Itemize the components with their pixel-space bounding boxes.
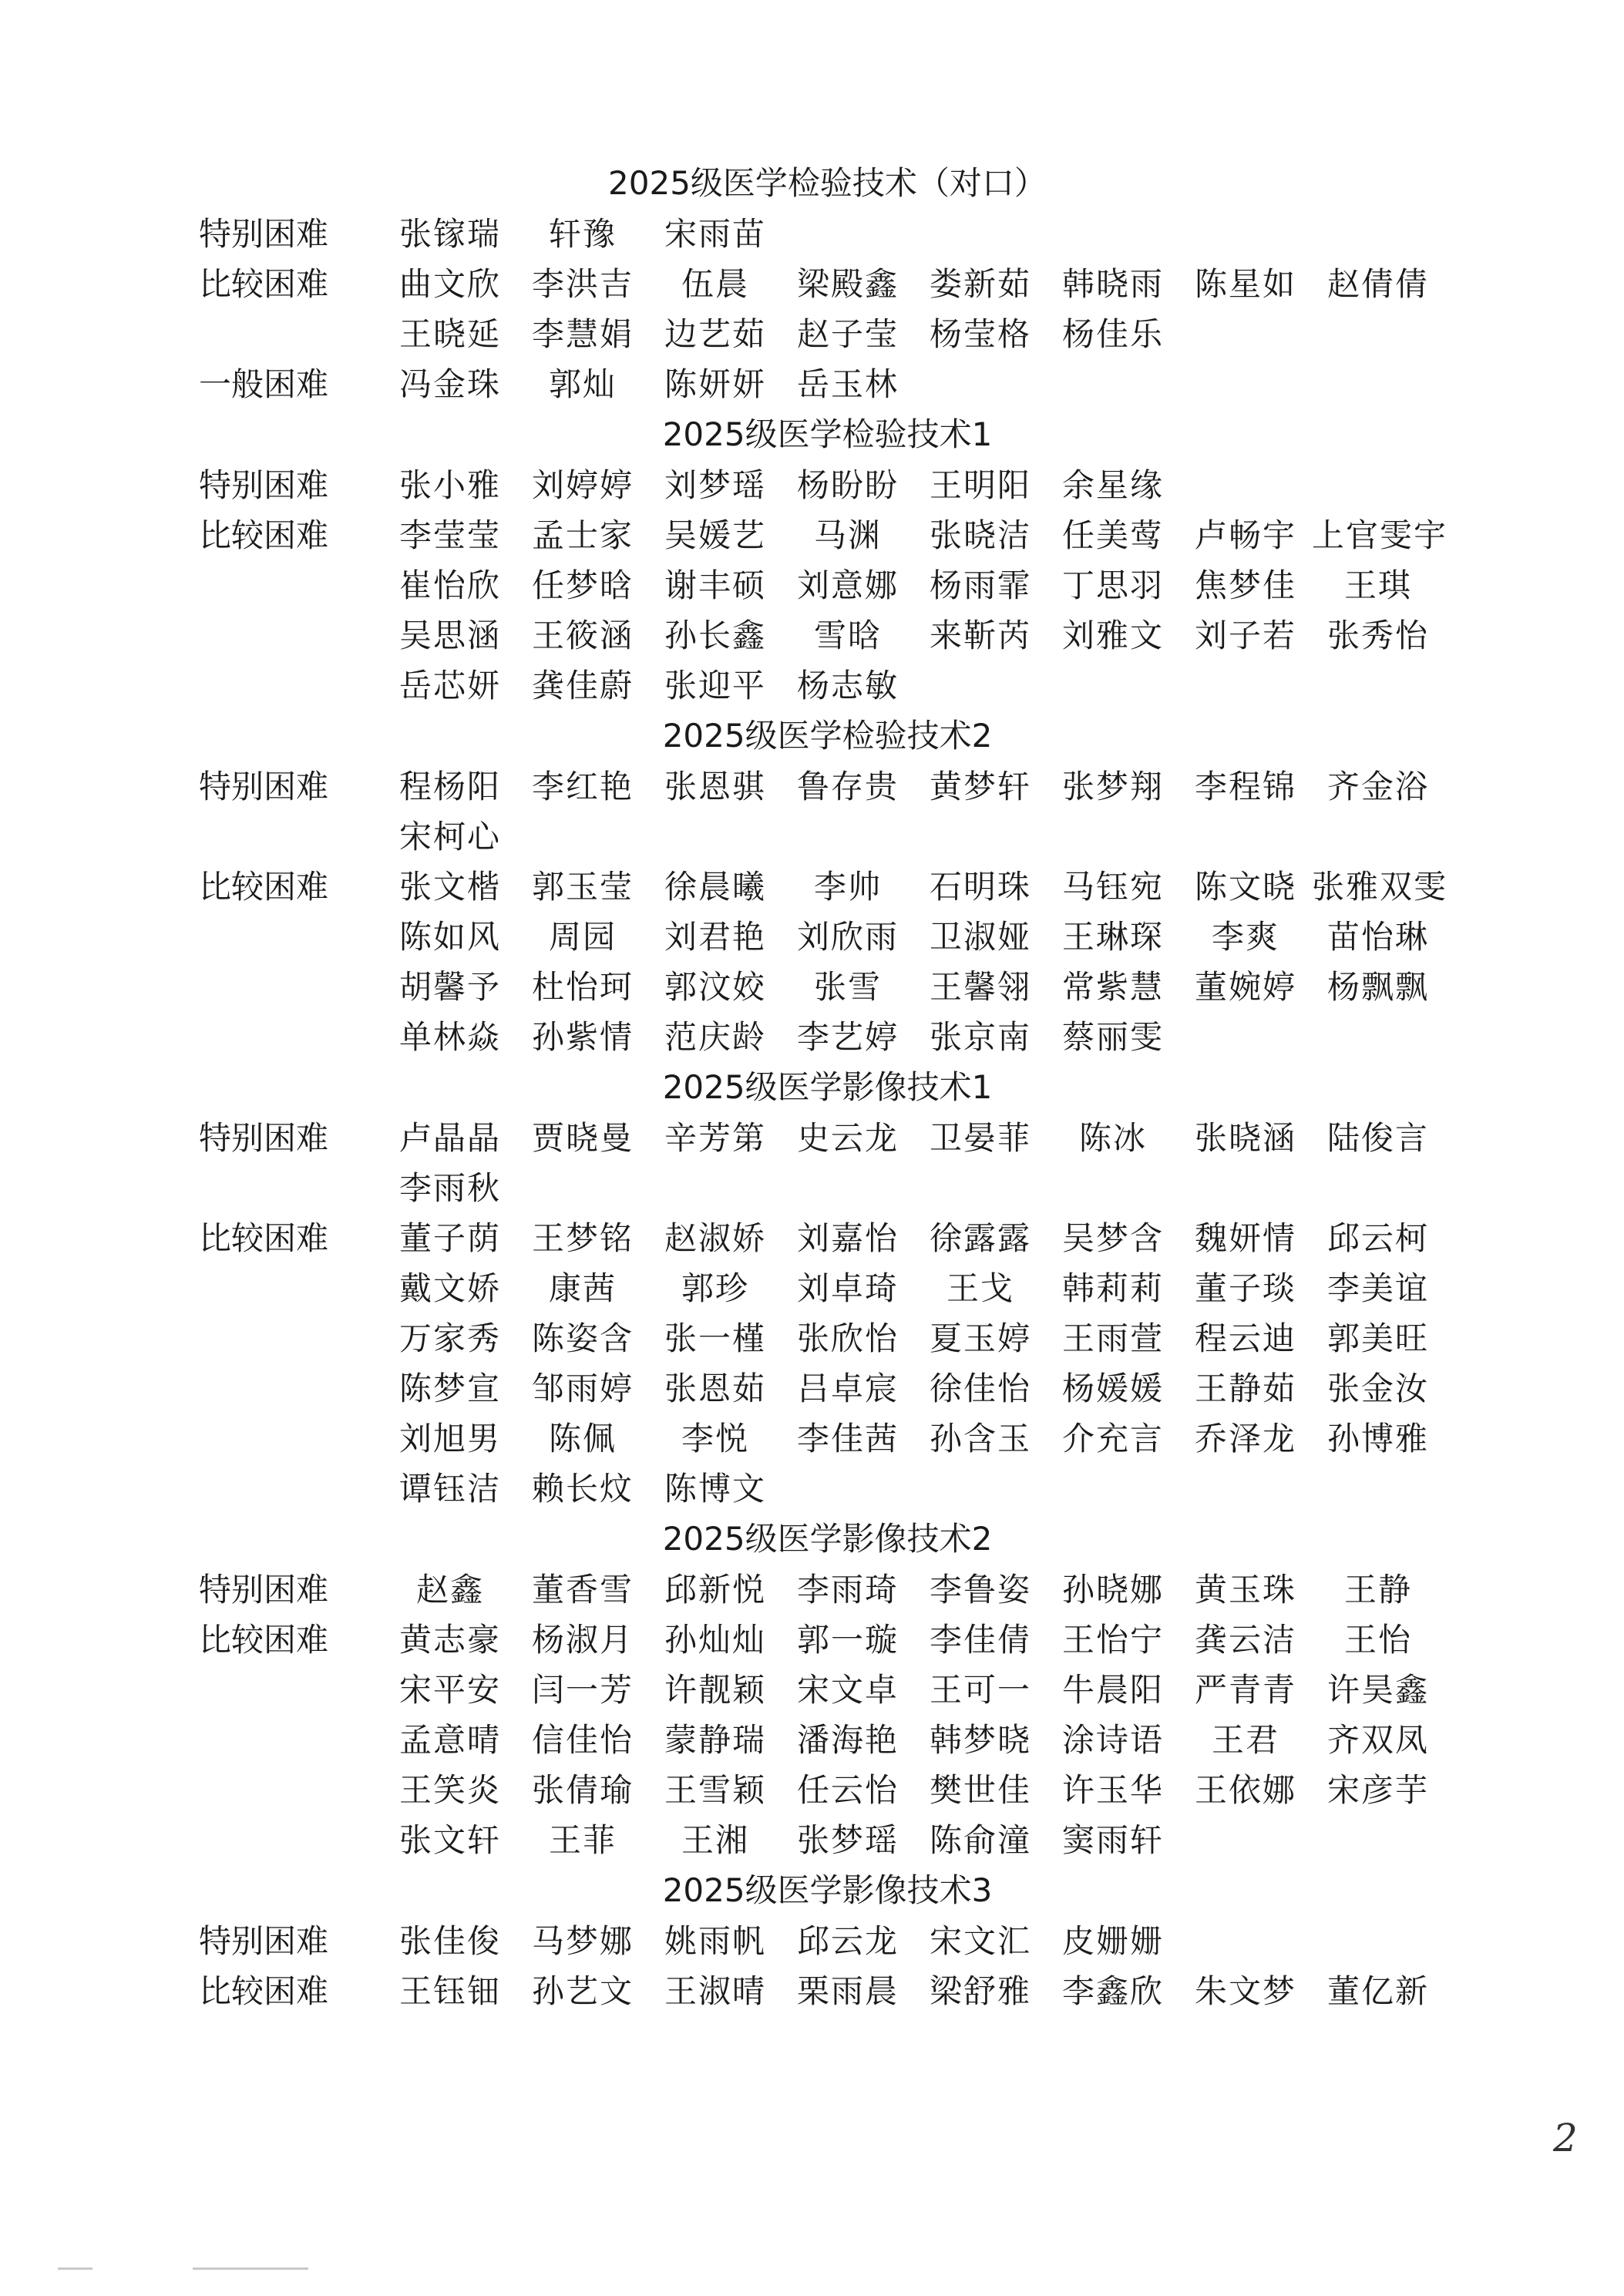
name-list xyxy=(384,1163,1478,1213)
student-name: 张文轩 xyxy=(398,1821,501,1859)
scan-artifact-mark xyxy=(193,2267,308,2270)
name-list xyxy=(384,1213,1478,1263)
category-label: 特别困难 xyxy=(199,1119,329,1157)
student-name: 杨淑月 xyxy=(531,1621,634,1659)
student-name: 宋柯心 xyxy=(398,818,501,856)
student-name: 轩豫 xyxy=(548,215,617,253)
student-name: 张秀怡 xyxy=(1326,617,1429,654)
name-row xyxy=(0,359,1624,409)
section-heading: 2025级医学影像技术3 xyxy=(662,1871,993,1909)
name-list xyxy=(384,460,1478,510)
student-name: 王戈 xyxy=(946,1269,1014,1307)
name-list xyxy=(384,1765,1478,1815)
student-name: 李雨秋 xyxy=(398,1169,501,1207)
category-label: 比较困难 xyxy=(199,265,329,303)
student-name: 王菲 xyxy=(548,1821,617,1859)
student-name: 陈星如 xyxy=(1194,265,1296,303)
student-name: 董子琰 xyxy=(1194,1269,1296,1307)
student-name: 孙艺文 xyxy=(531,1972,634,2010)
name-row xyxy=(0,610,1624,661)
name-row xyxy=(0,1363,1624,1414)
student-name: 王可一 xyxy=(929,1671,1031,1709)
student-name: 卫淑娅 xyxy=(929,918,1031,956)
student-name: 张京南 xyxy=(929,1018,1031,1056)
student-name: 刘君艳 xyxy=(664,918,766,956)
student-name: 张佳俊 xyxy=(398,1922,501,1960)
student-name: 孟意晴 xyxy=(398,1721,501,1759)
student-name: 李帅 xyxy=(813,868,882,906)
student-name: 宋文汇 xyxy=(929,1922,1031,1960)
student-name: 龚佳蔚 xyxy=(531,667,634,704)
student-name: 陈如风 xyxy=(398,918,501,956)
student-name: 王晓延 xyxy=(398,315,501,353)
student-name: 黄志豪 xyxy=(398,1621,501,1659)
student-name: 史云龙 xyxy=(796,1119,899,1157)
student-name: 李美谊 xyxy=(1326,1269,1429,1307)
student-name: 信佳怡 xyxy=(531,1721,634,1759)
student-name: 陈冰 xyxy=(1078,1119,1147,1157)
student-name: 郭灿 xyxy=(548,365,617,403)
student-name: 任美莺 xyxy=(1061,516,1164,554)
student-name: 刘欣雨 xyxy=(796,918,899,956)
student-name: 皮姗姗 xyxy=(1061,1922,1164,1960)
name-list xyxy=(384,1313,1478,1363)
student-name: 张倩瑜 xyxy=(531,1771,634,1809)
section-heading: 2025级医学检验技术（对口） xyxy=(608,164,1047,202)
student-name: 刘卓琦 xyxy=(796,1269,899,1307)
student-name: 陈梦宣 xyxy=(398,1370,501,1407)
student-name: 王淑晴 xyxy=(664,1972,766,2010)
student-name: 郭珍 xyxy=(681,1269,749,1307)
student-name: 边艺茹 xyxy=(664,315,766,353)
category-label: 特别困难 xyxy=(199,768,329,805)
name-row xyxy=(0,1464,1624,1514)
student-name: 曲文欣 xyxy=(398,265,501,303)
student-name: 许靓颖 xyxy=(664,1671,766,1709)
student-name: 黄玉珠 xyxy=(1194,1571,1296,1609)
student-name: 苗怡琳 xyxy=(1326,918,1429,956)
student-name: 张晓洁 xyxy=(929,516,1031,554)
student-name: 王雨萱 xyxy=(1061,1319,1164,1357)
student-name: 张晓涵 xyxy=(1194,1119,1296,1157)
student-name: 吕卓宸 xyxy=(796,1370,899,1407)
student-name: 张小雅 xyxy=(398,466,501,504)
student-name: 陈佩 xyxy=(548,1420,617,1457)
student-name: 魏妍情 xyxy=(1194,1219,1296,1257)
student-name: 崔怡欣 xyxy=(398,566,501,604)
student-name: 赵倩倩 xyxy=(1326,265,1429,303)
category-label: 比较困难 xyxy=(199,516,329,554)
student-name: 吴思涵 xyxy=(398,617,501,654)
student-name: 雪晗 xyxy=(813,617,882,654)
student-name: 介充言 xyxy=(1061,1420,1164,1457)
student-name: 焦梦佳 xyxy=(1194,566,1296,604)
student-name: 康茜 xyxy=(548,1269,617,1307)
student-name: 樊世佳 xyxy=(929,1771,1031,1809)
name-row xyxy=(0,1565,1624,1615)
student-name: 韩晓雨 xyxy=(1061,265,1164,303)
student-name: 陈妍妍 xyxy=(664,365,766,403)
student-name: 王君 xyxy=(1211,1721,1279,1759)
student-name: 刘嘉怡 xyxy=(796,1219,899,1257)
name-row xyxy=(0,1765,1624,1815)
student-name: 李红艳 xyxy=(531,768,634,805)
name-list xyxy=(384,259,1478,309)
student-name: 韩莉莉 xyxy=(1061,1269,1164,1307)
student-name: 严青青 xyxy=(1194,1671,1296,1709)
student-name: 董亿新 xyxy=(1326,1972,1429,2010)
student-name: 梁舒雅 xyxy=(929,1972,1031,2010)
student-name: 刘子若 xyxy=(1194,617,1296,654)
name-list xyxy=(384,1464,1478,1514)
student-name: 张恩骐 xyxy=(664,768,766,805)
student-name: 马渊 xyxy=(813,516,882,554)
name-row xyxy=(0,460,1624,510)
student-name: 宋雨苗 xyxy=(664,215,766,253)
name-list xyxy=(384,309,1478,359)
student-name: 韩梦晓 xyxy=(929,1721,1031,1759)
student-name: 谭钰洁 xyxy=(398,1470,501,1508)
student-name: 伍晨 xyxy=(681,265,749,303)
name-row xyxy=(0,1414,1624,1464)
name-list xyxy=(384,962,1478,1012)
student-name: 董子荫 xyxy=(398,1219,501,1257)
student-name: 王怡 xyxy=(1343,1621,1412,1659)
student-name: 杨飘飘 xyxy=(1326,968,1429,1006)
student-name: 王静 xyxy=(1343,1571,1412,1609)
student-name: 郭美旺 xyxy=(1326,1319,1429,1357)
student-name: 杜怡珂 xyxy=(531,968,634,1006)
student-name: 齐双凤 xyxy=(1326,1721,1429,1759)
student-name: 李洪吉 xyxy=(531,265,634,303)
name-list xyxy=(384,1815,1478,1865)
student-name: 孙晓娜 xyxy=(1061,1571,1164,1609)
student-name: 龚云洁 xyxy=(1194,1621,1296,1659)
name-row xyxy=(0,560,1624,610)
student-name: 蔡丽雯 xyxy=(1061,1018,1164,1056)
name-row xyxy=(0,912,1624,962)
student-name: 潘海艳 xyxy=(796,1721,899,1759)
category-label: 特别困难 xyxy=(199,1922,329,1960)
name-list xyxy=(384,812,1478,862)
student-name: 王琪 xyxy=(1343,566,1412,604)
category-label: 比较困难 xyxy=(199,1621,329,1659)
student-name: 胡馨予 xyxy=(398,968,501,1006)
student-name: 张雪 xyxy=(813,968,882,1006)
name-row xyxy=(0,1615,1624,1665)
student-name: 赵鑫 xyxy=(415,1571,484,1609)
student-name: 张文楷 xyxy=(398,868,501,906)
student-name: 杨志敏 xyxy=(796,667,899,704)
student-name: 蒙静瑞 xyxy=(664,1721,766,1759)
student-name: 谢丰硕 xyxy=(664,566,766,604)
student-name: 王馨翎 xyxy=(929,968,1031,1006)
name-list xyxy=(384,1715,1478,1765)
student-name: 李雨琦 xyxy=(796,1571,899,1609)
name-row xyxy=(0,661,1624,711)
student-name: 张一槿 xyxy=(664,1319,766,1357)
student-name: 王湘 xyxy=(681,1821,749,1859)
student-name: 丁思羽 xyxy=(1061,566,1164,604)
student-name: 贾晓曼 xyxy=(531,1119,634,1157)
name-list xyxy=(384,610,1478,661)
student-name: 孙长鑫 xyxy=(664,617,766,654)
category-label: 特别困难 xyxy=(199,1571,329,1609)
student-name: 张迎平 xyxy=(664,667,766,704)
student-name: 王怡宁 xyxy=(1061,1621,1164,1659)
name-list xyxy=(384,209,1478,259)
student-name: 刘旭男 xyxy=(398,1420,501,1457)
student-name: 范庆龄 xyxy=(664,1018,766,1056)
student-name: 齐金浴 xyxy=(1326,768,1429,805)
name-row xyxy=(0,812,1624,862)
student-name: 鲁存贵 xyxy=(796,768,899,805)
student-name: 夏玉婷 xyxy=(929,1319,1031,1357)
student-name: 辛芳第 xyxy=(664,1119,766,1157)
name-row xyxy=(0,1665,1624,1715)
student-name: 王笑炎 xyxy=(398,1771,501,1809)
name-row xyxy=(0,862,1624,912)
student-name: 李佳茜 xyxy=(796,1420,899,1457)
student-name: 王琳琛 xyxy=(1061,918,1164,956)
student-name: 孙灿灿 xyxy=(664,1621,766,1659)
student-name: 张镓瑞 xyxy=(398,215,501,253)
student-name: 张雅双雯 xyxy=(1312,868,1448,906)
student-name: 闫一芳 xyxy=(531,1671,634,1709)
student-name: 石明珠 xyxy=(929,868,1031,906)
student-name: 岳芯妍 xyxy=(398,667,501,704)
student-name: 刘梦瑶 xyxy=(664,466,766,504)
student-name: 许昊鑫 xyxy=(1326,1671,1429,1709)
student-name: 乔泽龙 xyxy=(1194,1420,1296,1457)
student-name: 任梦晗 xyxy=(531,566,634,604)
name-row xyxy=(0,510,1624,560)
student-name: 李莹莹 xyxy=(398,516,501,554)
section-heading: 2025级医学影像技术1 xyxy=(662,1068,993,1106)
student-name: 窦雨轩 xyxy=(1061,1821,1164,1859)
name-list xyxy=(384,510,1478,560)
student-name: 宋彦芋 xyxy=(1326,1771,1429,1809)
student-name: 常紫慧 xyxy=(1061,968,1164,1006)
student-name: 郭玉莹 xyxy=(531,868,634,906)
page-number: 2 xyxy=(1553,2116,1578,2160)
student-name: 李鑫欣 xyxy=(1061,1972,1164,2010)
name-row xyxy=(0,1715,1624,1765)
name-row xyxy=(0,1966,1624,2016)
name-list xyxy=(384,359,1478,409)
student-name: 马钰宛 xyxy=(1061,868,1164,906)
student-name: 赵淑娇 xyxy=(664,1219,766,1257)
student-name: 孟士家 xyxy=(531,516,634,554)
document-body xyxy=(0,158,1624,2016)
name-row xyxy=(0,1012,1624,1062)
student-name: 王静茹 xyxy=(1194,1370,1296,1407)
student-name: 戴文娇 xyxy=(398,1269,501,1307)
name-list xyxy=(384,560,1478,610)
student-name: 余星缘 xyxy=(1061,466,1164,504)
student-name: 朱文梦 xyxy=(1194,1972,1296,2010)
student-name: 杨佳乐 xyxy=(1061,315,1164,353)
student-name: 万家秀 xyxy=(398,1319,501,1357)
student-name: 徐晨曦 xyxy=(664,868,766,906)
student-name: 杨媛媛 xyxy=(1061,1370,1164,1407)
section-heading: 2025级医学检验技术2 xyxy=(662,717,993,755)
student-name: 孙博雅 xyxy=(1326,1420,1429,1457)
name-list xyxy=(384,661,1478,711)
name-row xyxy=(0,1263,1624,1313)
student-name: 郭汶姣 xyxy=(664,968,766,1006)
student-name: 徐露露 xyxy=(929,1219,1031,1257)
student-name: 马梦娜 xyxy=(531,1922,634,1960)
student-name: 上官雯宇 xyxy=(1312,516,1448,554)
student-name: 张金汝 xyxy=(1326,1370,1429,1407)
student-name: 王钰钿 xyxy=(398,1972,501,2010)
student-name: 孙含玉 xyxy=(929,1420,1031,1457)
student-name: 岳玉林 xyxy=(796,365,899,403)
student-name: 董婉婷 xyxy=(1194,968,1296,1006)
name-list xyxy=(384,1916,1478,1966)
name-row xyxy=(0,1213,1624,1263)
student-name: 周园 xyxy=(548,918,617,956)
student-name: 李艺婷 xyxy=(796,1018,899,1056)
student-name: 黄梦轩 xyxy=(929,768,1031,805)
student-name: 陈文晓 xyxy=(1194,868,1296,906)
student-name: 宋平安 xyxy=(398,1671,501,1709)
category-label: 一般困难 xyxy=(199,365,329,403)
student-name: 王依娜 xyxy=(1194,1771,1296,1809)
student-name: 梁殿鑫 xyxy=(796,265,899,303)
name-row xyxy=(0,761,1624,812)
name-list xyxy=(384,1565,1478,1615)
student-name: 来靳芮 xyxy=(929,617,1031,654)
student-name: 邱云龙 xyxy=(796,1922,899,1960)
category-label: 比较困难 xyxy=(199,1972,329,2010)
student-name: 张梦瑶 xyxy=(796,1821,899,1859)
category-label: 比较困难 xyxy=(199,1219,329,1257)
student-name: 杨雨霏 xyxy=(929,566,1031,604)
student-name: 孙紫情 xyxy=(531,1018,634,1056)
student-name: 李佳倩 xyxy=(929,1621,1031,1659)
student-name: 杨莹格 xyxy=(929,315,1031,353)
student-name: 李爽 xyxy=(1211,918,1279,956)
scan-artifact-mark xyxy=(58,2267,92,2270)
name-row xyxy=(0,259,1624,309)
name-list xyxy=(384,1414,1478,1464)
student-name: 卢畅宇 xyxy=(1194,516,1296,554)
student-name: 邱云柯 xyxy=(1326,1219,1429,1257)
student-name: 郭一璇 xyxy=(796,1621,899,1659)
student-name: 杨盼盼 xyxy=(796,466,899,504)
student-name: 王明阳 xyxy=(929,466,1031,504)
student-name: 牛晨阳 xyxy=(1061,1671,1164,1709)
student-name: 李慧娟 xyxy=(531,315,634,353)
student-name: 刘意娜 xyxy=(796,566,899,604)
student-name: 陈姿含 xyxy=(531,1319,634,1357)
name-list xyxy=(384,1113,1478,1163)
name-list xyxy=(384,1012,1478,1062)
student-name: 张欣怡 xyxy=(796,1319,899,1357)
category-label: 比较困难 xyxy=(199,868,329,906)
student-name: 姚雨帆 xyxy=(664,1922,766,1960)
name-row xyxy=(0,1815,1624,1865)
student-name: 赖长炆 xyxy=(531,1470,634,1508)
student-name: 王梦铭 xyxy=(531,1219,634,1257)
student-name: 赵子莹 xyxy=(796,315,899,353)
name-list xyxy=(384,1665,1478,1715)
name-list xyxy=(384,862,1478,912)
section-heading: 2025级医学检验技术1 xyxy=(662,415,993,453)
name-list xyxy=(384,912,1478,962)
student-name: 卫晏菲 xyxy=(929,1119,1031,1157)
student-name: 程云迪 xyxy=(1194,1319,1296,1357)
student-name: 栗雨晨 xyxy=(796,1972,899,2010)
name-list xyxy=(384,1263,1478,1313)
student-name: 张梦翔 xyxy=(1061,768,1164,805)
name-row xyxy=(0,962,1624,1012)
student-name: 刘雅文 xyxy=(1061,617,1164,654)
name-row xyxy=(0,309,1624,359)
section-heading: 2025级医学影像技术2 xyxy=(662,1520,993,1558)
name-row xyxy=(0,1163,1624,1213)
student-name: 陆俊言 xyxy=(1326,1119,1429,1157)
student-name: 李程锦 xyxy=(1194,768,1296,805)
student-name: 王筱涵 xyxy=(531,617,634,654)
category-label: 特别困难 xyxy=(199,215,329,253)
category-label: 特别困难 xyxy=(199,466,329,504)
student-name: 卢晶晶 xyxy=(398,1119,501,1157)
name-list xyxy=(384,1966,1478,2016)
student-name: 刘婷婷 xyxy=(531,466,634,504)
student-name: 宋文卓 xyxy=(796,1671,899,1709)
name-row xyxy=(0,209,1624,259)
student-name: 许玉华 xyxy=(1061,1771,1164,1809)
student-name: 徐佳怡 xyxy=(929,1370,1031,1407)
student-name: 任云怡 xyxy=(796,1771,899,1809)
student-name: 陈俞潼 xyxy=(929,1821,1031,1859)
name-list xyxy=(384,1615,1478,1665)
student-name: 吴媛艺 xyxy=(664,516,766,554)
student-name: 娄新茹 xyxy=(929,265,1031,303)
student-name: 单林焱 xyxy=(398,1018,501,1056)
student-name: 王雪颖 xyxy=(664,1771,766,1809)
student-name: 吴梦含 xyxy=(1061,1219,1164,1257)
student-name: 陈博文 xyxy=(664,1470,766,1508)
student-name: 张恩茹 xyxy=(664,1370,766,1407)
name-list xyxy=(384,1363,1478,1414)
student-name: 邹雨婷 xyxy=(531,1370,634,1407)
name-row xyxy=(0,1113,1624,1163)
student-name: 邱新悦 xyxy=(664,1571,766,1609)
student-name: 李悦 xyxy=(681,1420,749,1457)
student-name: 董香雪 xyxy=(531,1571,634,1609)
student-name: 涂诗语 xyxy=(1061,1721,1164,1759)
student-name: 程杨阳 xyxy=(398,768,501,805)
student-name: 李鲁姿 xyxy=(929,1571,1031,1609)
name-row xyxy=(0,1313,1624,1363)
student-name: 冯金珠 xyxy=(398,365,501,403)
name-list xyxy=(384,761,1478,812)
name-row xyxy=(0,1916,1624,1966)
